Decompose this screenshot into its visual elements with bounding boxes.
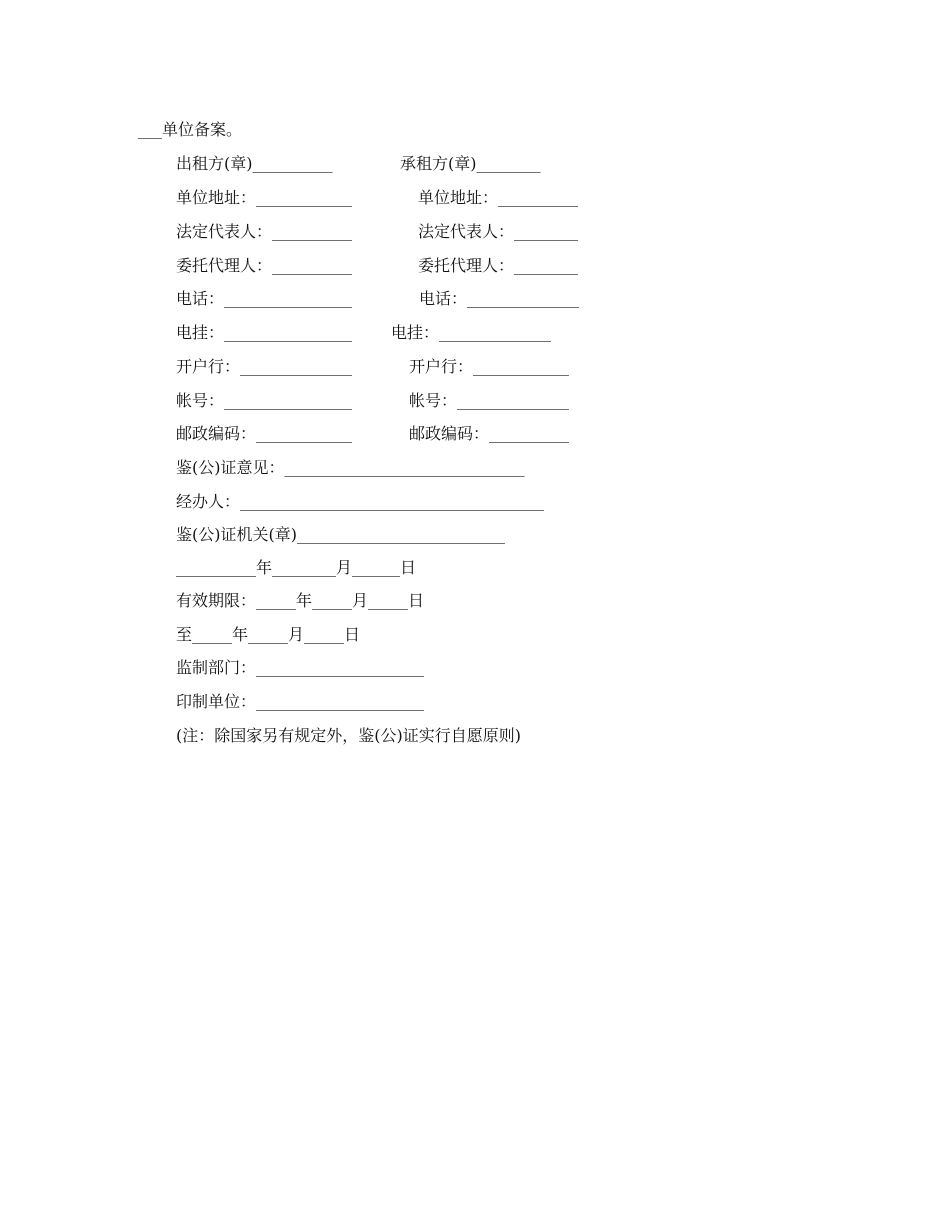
form-row-agent [176,256,626,276]
form-row-address [176,188,626,208]
form-row-account [176,391,626,411]
voluntary-principle-note: (注：除国家另有规定外，鉴(公)证实行自愿原则) [176,726,521,745]
lessor-postal-code-field: 邮政编码：____________ [176,424,353,443]
lessor-telegram-field: 电挂：________________ [176,323,353,342]
lessee-seal-field: 承租方(章)________ [400,154,541,173]
supervising-department-line: 监制部门：_____________________ [176,658,425,677]
form-row-phone [176,289,626,309]
form-row-postal-code [176,424,626,444]
lessee-agent-field: 委托代理人：________ [418,256,579,275]
lessor-address-field: 单位地址：____________ [176,188,353,207]
valid-from-line: 有效期限：_____年_____月_____日 [176,591,425,610]
lessee-postal-code-field: 邮政编码：__________ [409,424,570,443]
lessor-seal-field: 出租方(章)__________ [176,154,333,173]
lessee-bank-field: 开户行：____________ [409,357,570,376]
lessor-account-field: 帐号：________________ [176,391,353,410]
lessor-legal-representative-field: 法定代表人：__________ [176,222,353,241]
form-row-legal-representative [176,222,626,242]
valid-to-line: 至_____年_____月_____日 [176,625,361,644]
lessor-phone-field: 电话：________________ [176,289,353,308]
lessor-bank-field: 开户行：______________ [176,357,353,376]
form-row-lessor-lessee [176,154,626,174]
handler-line: 经办人：______________________________________ [176,492,545,511]
lessee-legal-representative-field: 法定代表人：________ [418,222,579,241]
lessor-agent-field: 委托代理人：__________ [176,256,353,275]
lessee-address-field: 单位地址：__________ [418,188,579,207]
form-row-telegram [176,323,626,343]
printing-unit-line: 印制单位：_____________________ [176,692,425,711]
notary-office-seal-line: 鉴(公)证机关(章)__________________________ [176,525,505,544]
form-row-bank [176,357,626,377]
lessee-account-field: 帐号：______________ [409,391,570,410]
lessee-phone-field: 电话：______________ [419,289,580,308]
notary-date-line: __________年________月______日 [176,558,417,577]
lessee-telegram-field: 电挂：______________ [391,323,552,342]
intro-line: ___单位备案。 [138,120,243,139]
notary-opinion-line: 鉴(公)证意见：______________________________ [176,458,525,477]
